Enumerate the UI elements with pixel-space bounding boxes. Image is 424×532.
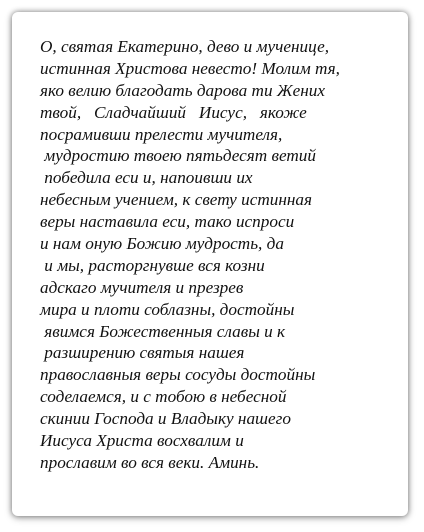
prayer-line: яко велию благодать дарова ти Жених: [40, 80, 325, 100]
prayer-line: истинная Христова невесто! Молим тя,: [40, 58, 340, 78]
prayer-line: посрамивши прелести мучителя,: [40, 124, 283, 144]
prayer-line: О, святая Екатерино, дево и мученице,: [40, 37, 330, 56]
prayer-line: мудростию твоею пятьдесят ветий: [40, 146, 316, 166]
prayer-line: твой, Сладчайший Иисус, якоже: [40, 102, 307, 122]
prayer-text: [40, 36, 408, 474]
prayer-line: явимся Божественныя славы и к: [40, 321, 286, 341]
prayer-line: веры наставила еси, тако испроси: [40, 212, 295, 232]
prayer-line: мира и плоти соблазны, достойны: [40, 299, 295, 319]
prayer-line: небесным учением, к свету истинная: [40, 190, 312, 210]
prayer-line: соделаемся, и с тобою в небесной: [40, 387, 287, 407]
prayer-line: и нам оную Божию мудрость, да: [40, 234, 284, 254]
prayer-line: адскаго мучителя и презрев: [40, 277, 244, 297]
prayer-line: скинии Господа и Владыку нашего: [40, 409, 291, 429]
prayer-line: победила еси и, напоивши их: [40, 168, 253, 188]
prayer-line: разширению святыя нашея: [40, 343, 245, 363]
prayer-line: Иисуса Христа восхвалим и: [40, 431, 244, 451]
prayer-line: и мы, расторгнувше вся козни: [40, 255, 265, 275]
prayer-card: [12, 12, 408, 516]
prayer-line: православныя веры сосуды достойны: [40, 365, 316, 385]
prayer-line: прославим во вся веки. Аминь.: [40, 452, 260, 472]
